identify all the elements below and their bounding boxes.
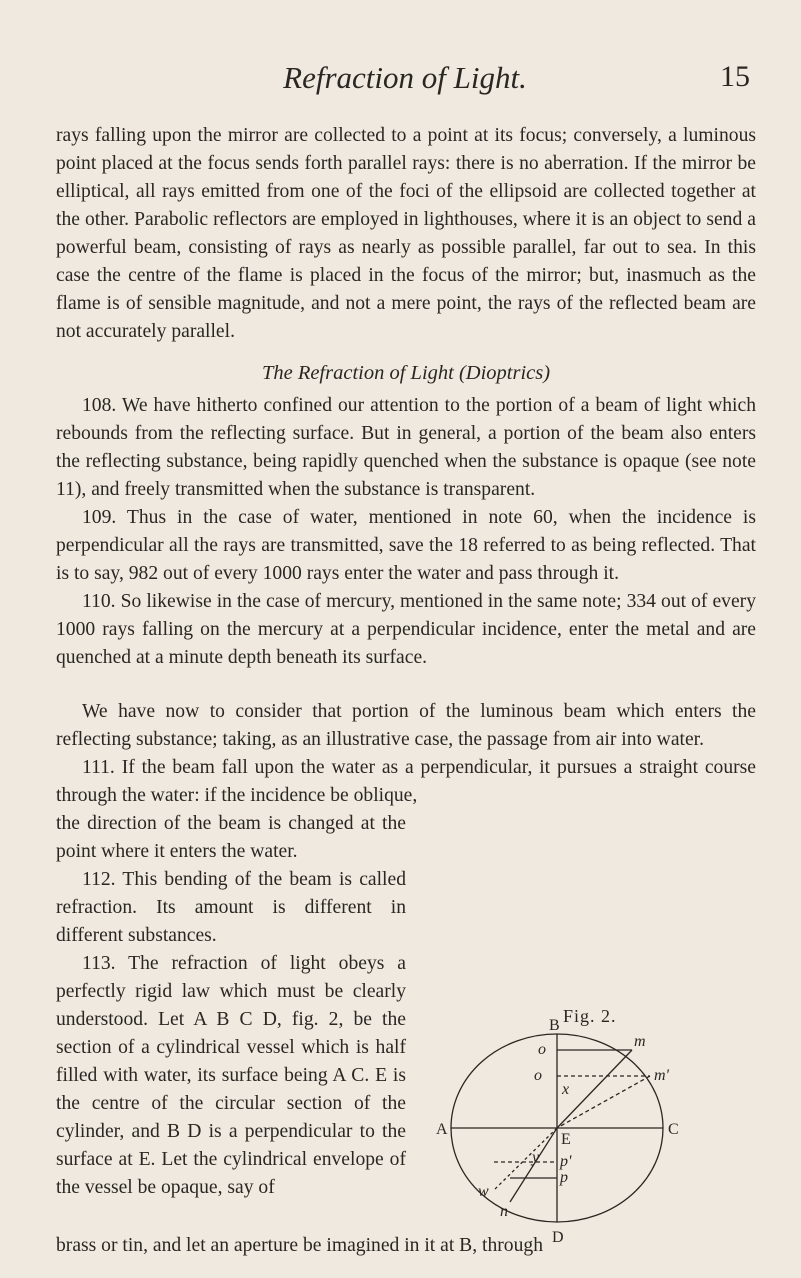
figure-caption: Fig. 2.	[563, 1006, 617, 1026]
running-title: Refraction of Light.	[283, 60, 527, 95]
paragraph-111: 111. If the beam fall upon the water as a perpendicular, it pursues a straight course through the water: if the incidence be oblique,	[56, 757, 756, 806]
paragraph-continued: rays falling upon the mirror are collected to a point at its focus; conversely, a luminous point placed at the focus sends forth parallel rays: there is no aberration. If the mirror be elliptical, all rays emitted from one of the foci of the ellipsoid are collected together at the other. Parabolic reflectors are employed in lighthouses, where it is an object to send a powerful beam, consisting of rays as nearly as possible parallel, far out to sea. In this case the centre of the flame is placed in the focus of the mirror; but, inasmuch as the flame is of sensible magnitude, and not a mere point, the rays of the reflected beam are not accurately parallel.	[56, 125, 756, 342]
label-o: o	[538, 1041, 546, 1058]
label-n: n	[500, 1203, 508, 1220]
label-e: E	[561, 1131, 571, 1148]
paragraph-110: 110. So likewise in the case of mercury, mentioned in the same note; 334 out of every 1000 rays falling on the mercury at a perpendicular incidence, enter the metal and are quenched at a minute depth beneath its surface.	[56, 591, 756, 668]
label-d: D	[552, 1229, 564, 1246]
label-m-prime: m'	[654, 1067, 669, 1084]
refracted-ray-w	[494, 1128, 557, 1190]
label-p-prime: p'	[560, 1153, 572, 1170]
last-line: brass or tin, and let an aperture be imagined in it at B, through	[56, 1235, 543, 1256]
wrapped-column	[56, 810, 406, 1202]
section-heading: The Refraction of Light (Dioptrics)	[261, 362, 551, 384]
label-p: p	[560, 1169, 568, 1186]
label-m: m	[634, 1033, 646, 1050]
label-x: x	[562, 1081, 570, 1098]
page-header	[0, 60, 801, 100]
label-y: y	[532, 1149, 540, 1166]
label-c: C	[668, 1121, 679, 1138]
label-o-2: o	[534, 1067, 542, 1084]
paragraph-109: 109. Thus in the case of water, mentioned in note 60, when the incidence is perpendicular all the rays are transmitted, save the 18 referred to as being reflected. That is to say, 982 out of every 1000 rays enter the water and pass through it.	[56, 507, 756, 584]
figure-2-diagram	[412, 1017, 742, 1246]
label-a: A	[436, 1121, 448, 1138]
paragraph-112: 112. This bending of the beam is called refraction. Its amount is different in different substances.	[56, 869, 406, 946]
label-w: w	[478, 1183, 489, 1200]
ray-mprime-to-e	[557, 1076, 650, 1128]
page-number: 15	[720, 60, 750, 93]
paragraph-108: 108. We have hitherto confined our attention to the portion of a beam of light which rebounds from the reflecting surface. But in general, a portion of the beam also enters the reflecting substance, being rapidly quenched when the substance is opaque (see note 11), and freely transmitted when the substance is transparent.	[56, 395, 756, 500]
paragraph-intro: We have now to consider that portion of the luminous beam which enters the reflecting substance; taking, as an illustrative case, the passage from air into water.	[56, 701, 756, 750]
label-b: B	[549, 1017, 560, 1034]
paragraph-111-continued: the direction of the beam is changed at the point where it enters the water.	[56, 813, 406, 862]
paragraph-113: 113. The refraction of light obeys a perfectly rigid law which must be clearly understood. Let A B C D, fig. 2, be the section of a cylindrical vessel which is half filled with water, its surface being A C. E is the centre of the circular section of the cylinder, and B D is a perpendicular to the surface at E. Let the cylindrical envelope of the vessel be opaque, say of	[56, 953, 406, 1198]
